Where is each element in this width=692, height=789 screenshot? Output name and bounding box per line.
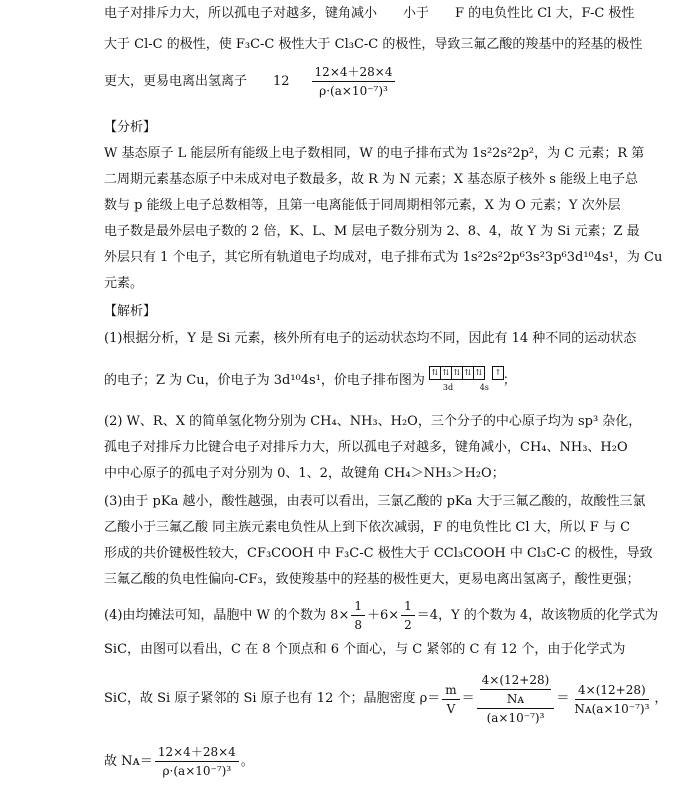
- fraction-na-final: [155, 744, 239, 779]
- solution-line-9: 三氟乙酸的负电性偏向-CF₃，致使羧基中的羟基的极性更大，更易电离出氢离子，酸性更强；: [104, 572, 640, 587]
- solution-line-12: [104, 672, 667, 726]
- fraction-numerator: 12×4＋28×4: [312, 64, 396, 82]
- fraction-numerator: 1: [351, 598, 365, 616]
- fraction-denominator: ρ·(a×10⁻⁷)³: [162, 764, 232, 778]
- solution-line-13-end: 。: [240, 753, 254, 769]
- solution-line-10: [104, 598, 658, 633]
- text-line-1: 电子对排斥力大，所以孤电子对越多，键角减小 小于 F 的电负性比 Cl 大，F-C 极性: [104, 6, 635, 21]
- analysis-line-4: 电子数是最外层电子数的 2 倍，K、L、M 层电子数分别为 2、8、4，故 Y 为 Si 元素；Z 最: [104, 224, 640, 239]
- solution-line-7: 乙酸小于三氟乙酸 同主族元素电负性从上到下依次减弱，F 的电负性比 Cl 大，所以 F 与 C: [104, 520, 631, 535]
- solution-line-2: [104, 366, 516, 396]
- equals-sign: ＝: [556, 691, 570, 706]
- solution-line-10-a: (4)由均摊法可知，晶胞中 W 的个数为 8×: [104, 607, 350, 623]
- fraction-numerator: 12×4＋28×4: [155, 744, 239, 762]
- solution-line-12-a: SiC，故 Si 原子紧邻的 Si 原子也有 12 个；晶胞密度 ρ＝: [104, 691, 441, 706]
- solution-line-1: (1)根据分析，Y 是 Si 元素，核外所有电子的运动状态均不同，因此有 14 种不同的运动状态: [104, 331, 637, 346]
- solution-line-13: [104, 744, 254, 779]
- analysis-line-6: 元素。: [104, 276, 144, 291]
- fraction-numerator: m: [442, 682, 459, 700]
- orbital-3d-box: ⇅: [462, 366, 474, 380]
- solution-line-3: (2) W、R、X 的简单氢化物分别为 CH₄、NH₃、H₂O，三个分子的中心原子均为 sp³ 杂化，: [104, 414, 642, 429]
- analysis-line-1: W 基态原子 L 能层所有能级上电子数相同，W 的电子排布式为 1s²2s²2p²，为 C 元素；R 第: [104, 146, 645, 161]
- solution-line-4: 孤电子对排斥力比键合电子对排斥力大，所以孤电子对越多，键角减小，CH₄、NH₃、H₂O: [104, 440, 628, 455]
- orbital-4s-label: 4s: [479, 383, 489, 392]
- fraction-denominator: Nᴀ(a×10⁻⁷)³: [574, 701, 650, 716]
- fraction-denominator: V: [446, 701, 456, 716]
- analysis-line-5: 外层只有 1 个电子，其它所有轨道电子均成对，电子排布式为 1s²2s²2p⁶3s²3p⁶3d¹⁰4s¹，为 Cu: [104, 250, 663, 265]
- solution-line-11: SiC，由图可以看出，C 在 8 个顶点和 6 个面心，与 C 紧邻的 C 有 12 个，由于化学式为: [104, 642, 626, 657]
- orbital-diagram: [429, 366, 503, 396]
- fraction-compound-density: [477, 672, 555, 726]
- orbital-3d-box: ⇅: [473, 366, 485, 380]
- analysis-line-3: 数与 p 能级上电子总数相等，且第一电离能低于同周期相邻元素，X 为 O 元素；Y 次外层: [104, 198, 621, 213]
- solution-line-5: 中中心原子的孤电子对分别为 0、1、2，故键角 CH₄＞NH₃＞H₂O；: [104, 466, 505, 481]
- fraction-one-half: [401, 598, 415, 633]
- solution-line-8: 形成的共价键极性较大，CF₃COOH 中 F₃C-C 极性大于 CCl₃COOH 中 Cl₃C-C 的极性，导致: [104, 546, 653, 561]
- solution-line-10-c: ＝4，Y 的个数为 4，故该物质的化学式为: [416, 607, 659, 623]
- orbital-4s-box: ↑: [492, 366, 504, 380]
- equals-sign: ＝: [461, 691, 475, 706]
- fraction-denominator: ρ·(a×10⁻⁷)³: [319, 84, 388, 98]
- fraction-numerator: 4×(12+28): [575, 682, 649, 700]
- text-line-2: 大于 Cl-C 的极性，使 F₃C-C 极性大于 Cl₃C-C 的极性，导致三氟乙酸的羧基中的羟基的极性: [104, 37, 643, 52]
- solution-line-2-text: 的电子；Z 为 Cu，价电子为 3d¹⁰4s¹，价电子排布图为: [104, 373, 425, 388]
- orbital-3d-box: ⇅: [451, 366, 463, 380]
- analysis-heading: 【分析】: [104, 120, 157, 135]
- fraction-m-over-v: [442, 682, 459, 717]
- solution-line-2-end: ；: [502, 373, 516, 388]
- fraction-numerator: 1: [401, 598, 415, 616]
- fraction-na-answer: [312, 64, 396, 99]
- orbital-3d-box: ⇅: [440, 366, 452, 380]
- solution-line-12-end: ，: [654, 691, 668, 706]
- analysis-line-2: 二周期元素基态原子中未成对电子数最多，故 R 为 N 元素；X 基态原子核外 s 能级上电子总: [104, 172, 639, 187]
- fraction-one-eighth: [351, 598, 365, 633]
- solution-heading: 【解析】: [104, 304, 157, 319]
- orbital-3d-box: ⇅: [429, 366, 441, 380]
- text-line-3: [104, 64, 397, 99]
- inner-numerator: 4×(12+28): [480, 672, 552, 690]
- fraction-density-simplified: [571, 682, 652, 717]
- fraction-denominator: 8: [354, 618, 362, 632]
- solution-line-13-a: 故 Nᴀ＝: [104, 753, 153, 769]
- solution-line-6: (3)由于 pKa 越小，酸性越强，由表可以看出，三氯乙酸的 pKa 大于三氟乙酸的，故酸性三氯: [104, 494, 646, 509]
- fraction-denominator: 2: [404, 618, 412, 632]
- orbital-3d-label: 3d: [442, 383, 454, 392]
- solution-line-10-b: ＋6×: [366, 607, 400, 623]
- fraction-denominator: (a×10⁻⁷)³: [486, 711, 545, 725]
- text-line-3-prefix: 更大，更易电离出氢离子 12: [104, 73, 290, 89]
- fraction-numerator: [477, 672, 555, 709]
- inner-denominator: Nᴀ: [506, 692, 525, 706]
